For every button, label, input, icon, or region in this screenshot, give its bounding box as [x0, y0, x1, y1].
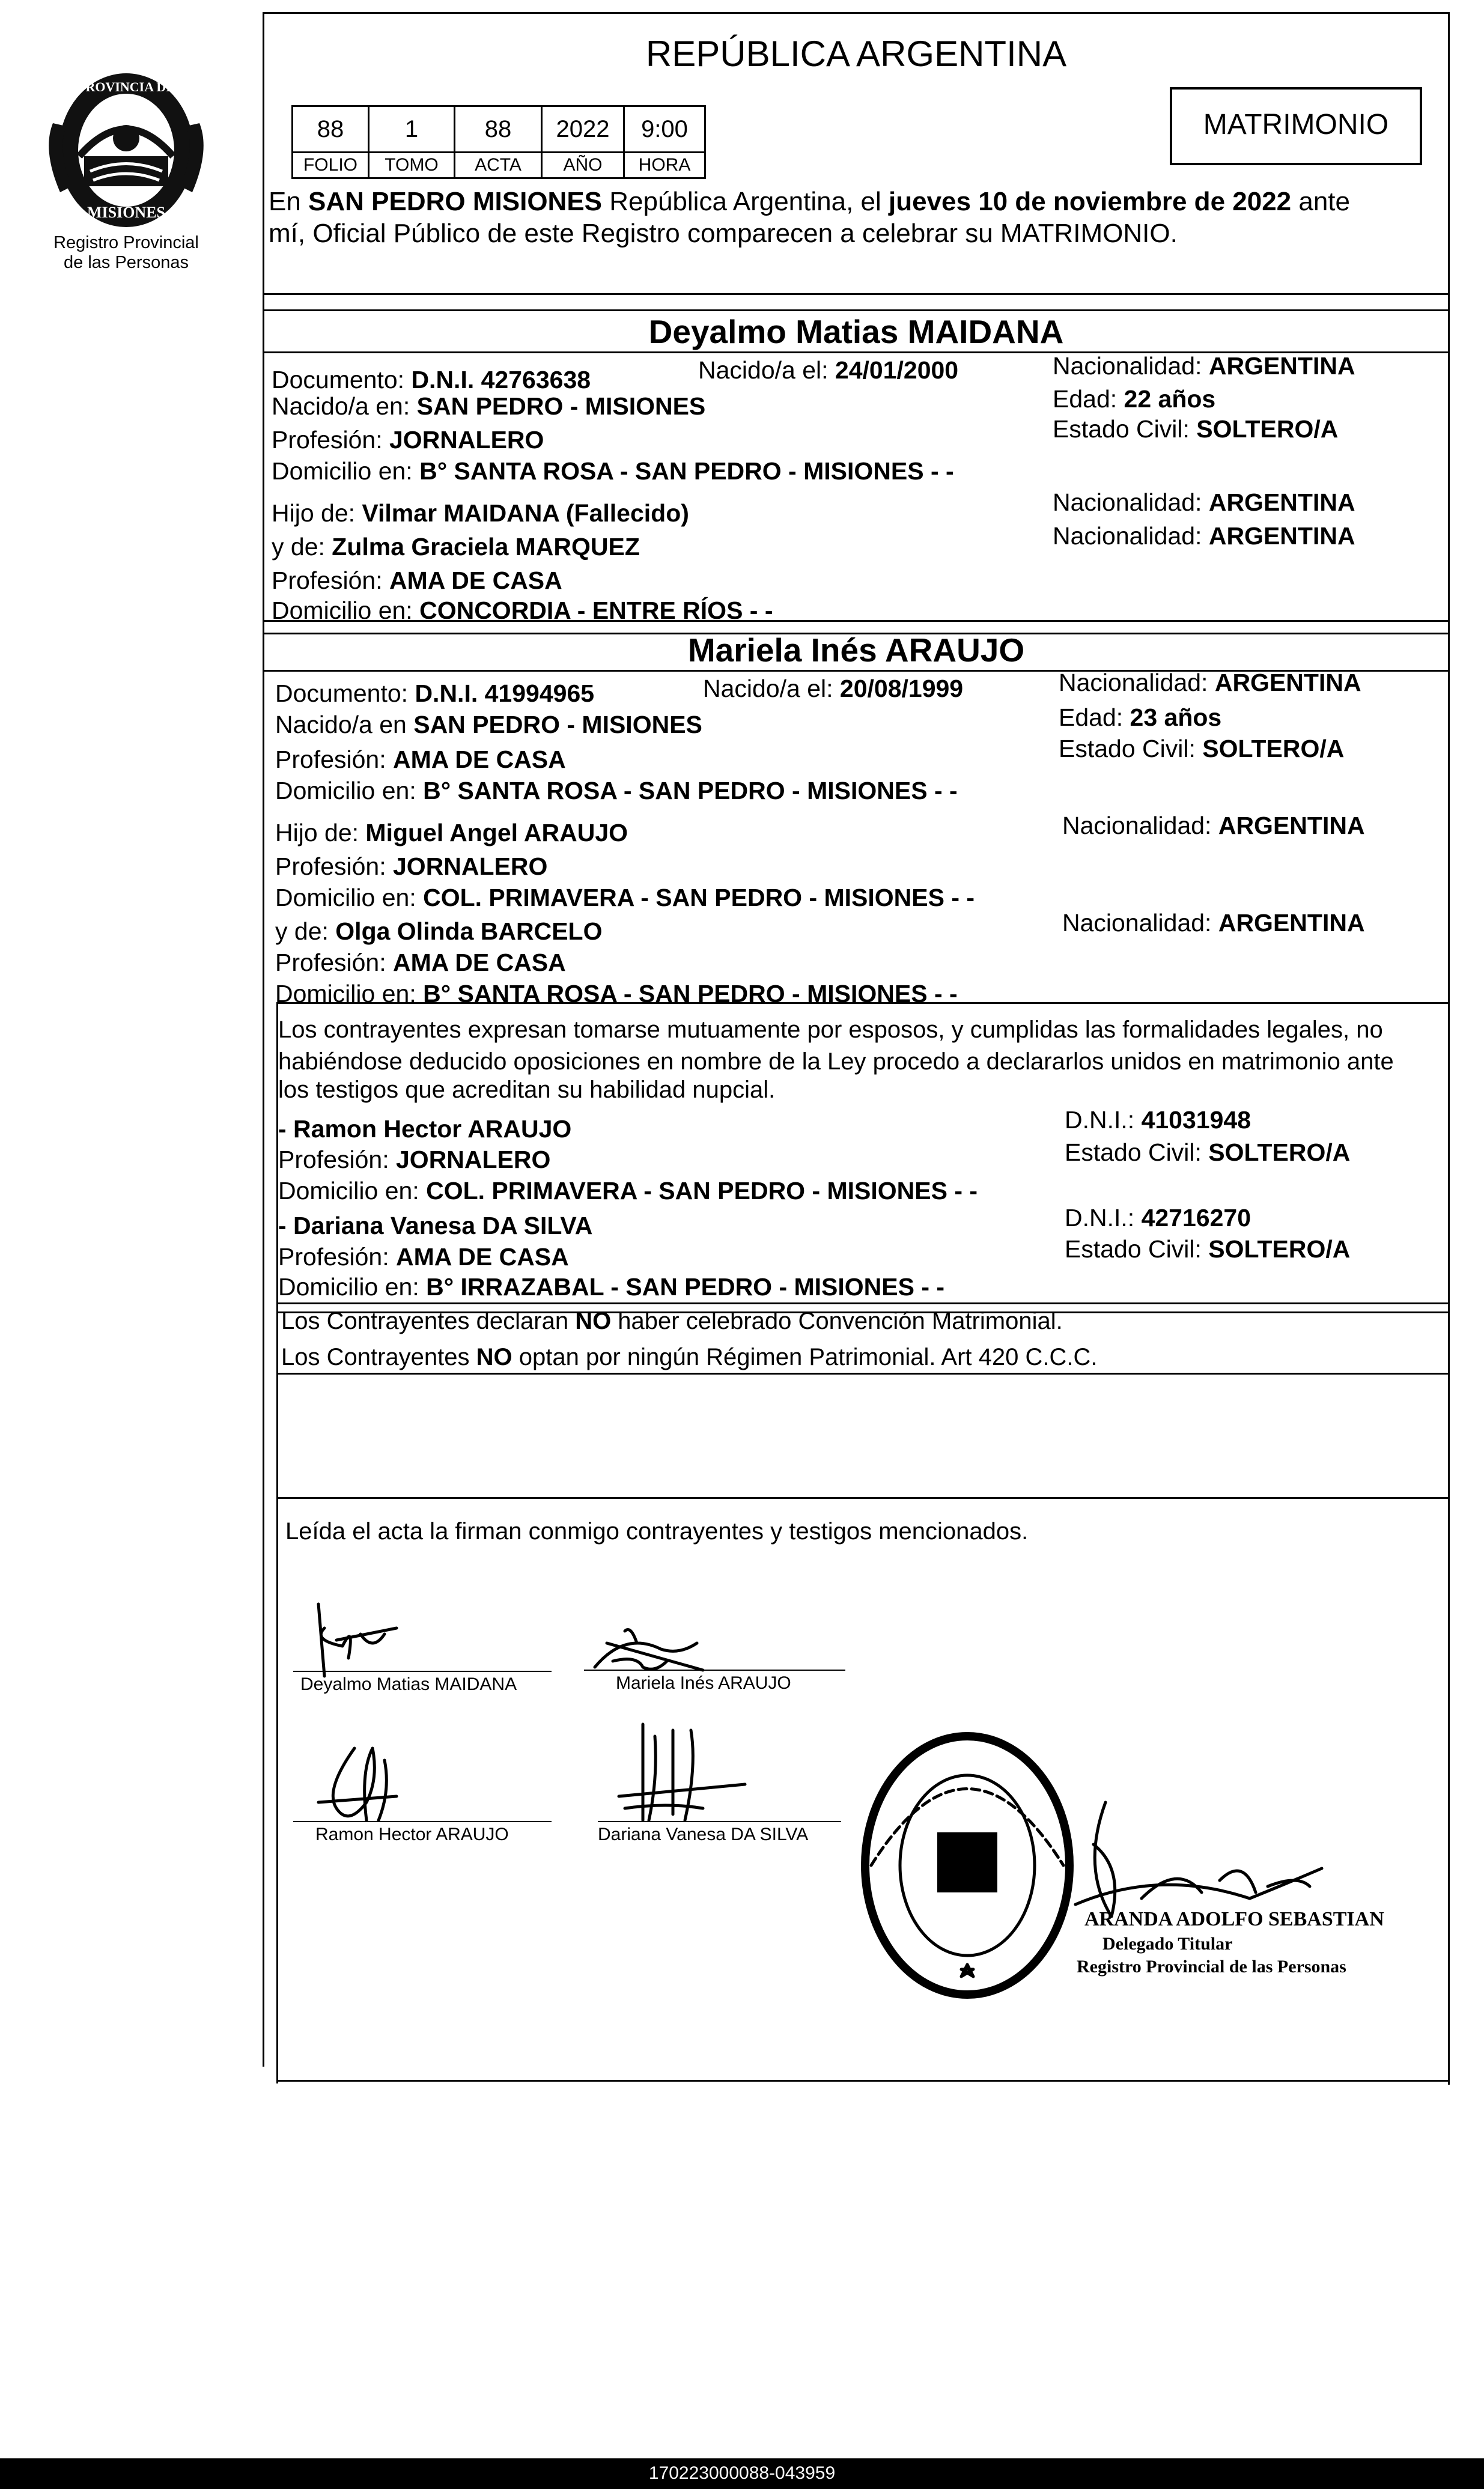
tomo-label: TOMO: [369, 153, 455, 178]
folio-label: FOLIO: [293, 153, 369, 178]
acta-value: 88: [455, 106, 542, 153]
groom-address: Domicilio en: B° SANTA ROSA - SAN PEDRO - MISIONES - -: [272, 457, 954, 485]
witness-2-dni: D.N.I.: 42716270: [1065, 1204, 1251, 1232]
registration-table: [291, 105, 706, 179]
declaration-line-2: habiéndose deducido oposiciones en nombre de la Ley procedo a declararlos unidos en matrimonio ante: [278, 1048, 1394, 1075]
witness-1-signature-line: [293, 1821, 552, 1822]
bride-nationality: Nacionalidad: ARGENTINA: [1059, 669, 1361, 696]
bride-mother: y de: Olga Olinda BARCELO: [275, 917, 603, 945]
bride-mother-profession: Profesión: AMA DE CASA: [275, 949, 566, 976]
declaration-line-3: los testigos que acreditan su habilidad nupcial.: [278, 1077, 776, 1103]
bride-father-address: Domicilio en: COL. PRIMAVERA - SAN PEDRO - MISIONES - -: [275, 884, 975, 911]
bride-mother-address: Domicilio en: B° SANTA ROSA - SAN PEDRO - MISIONES - -: [275, 980, 958, 1007]
groom-nationality: Nacionalidad: ARGENTINA: [1053, 352, 1355, 380]
bride-father-nationality: Nacionalidad: ARGENTINA: [1062, 812, 1365, 839]
bride-signature-caption: Mariela Inés ARAUJO: [616, 1673, 791, 1693]
bride-age: Edad: 23 años: [1059, 704, 1222, 731]
witness-2-signature-caption: Dariana Vanesa DA SILVA: [598, 1825, 809, 1844]
groom-parents-address: Domicilio en: CONCORDIA - ENTRE RÍOS - -: [272, 597, 773, 624]
witness-2-civil-status: Estado Civil: SOLTERO/A: [1065, 1235, 1351, 1263]
bride-father-profession: Profesión: JORNALERO: [275, 852, 548, 880]
tomo-value: 1: [369, 106, 455, 153]
bride-mother-nationality: Nacionalidad: ARGENTINA: [1062, 909, 1365, 937]
groom-father: Hijo de: Vilmar MAIDANA (Fallecido): [272, 499, 689, 527]
witness-1-signature-caption: Ramon Hector ARAUJO: [315, 1825, 509, 1844]
bride-birthplace: Nacido/a en SAN PEDRO - MISIONES: [275, 711, 702, 738]
groom-mother: y de: Zulma Graciela MARQUEZ: [272, 533, 640, 561]
intro-line-2: mí, Oficial Público de este Registro comparecen a celebrar su MATRIMONIO.: [269, 219, 1178, 248]
divider: [276, 1373, 1450, 1375]
divider: [276, 1302, 1450, 1304]
groom-birthplace: Nacido/a en: SAN PEDRO - MISIONES: [272, 392, 706, 420]
witness-2-name: - Dariana Vanesa DA SILVA: [278, 1212, 593, 1239]
bride-name-heading: Mariela Inés ARAUJO: [687, 631, 1025, 669]
svg-text:MISIONES: MISIONES: [87, 204, 166, 221]
hour-value: 9:00: [624, 106, 705, 153]
hour-label: HORA: [624, 153, 705, 178]
bride-profession: Profesión: AMA DE CASA: [275, 746, 566, 773]
groom-father-nationality: Nacionalidad: ARGENTINA: [1053, 488, 1355, 516]
registry-seal-icon: [853, 1724, 1081, 2007]
witness-1-profession: Profesión: JORNALERO: [278, 1146, 551, 1173]
province-shield-icon: [42, 66, 210, 234]
groom-parents-profession: Profesión: AMA DE CASA: [272, 567, 562, 594]
document-title: REPÚBLICA ARGENTINA: [645, 34, 1067, 74]
witness-2-signature: [607, 1718, 751, 1826]
year-label: AÑO: [542, 153, 624, 178]
groom-profession: Profesión: JORNALERO: [272, 426, 544, 454]
officer-organization: Registro Provincial de las Personas: [1077, 1957, 1346, 1977]
divider: [276, 1497, 1450, 1499]
groom-signature-caption: Deyalmo Matias MAIDANA: [300, 1674, 517, 1694]
groom-document: Documento: D.N.I. 42763638: [272, 366, 591, 394]
witness-2-signature-line: [598, 1821, 841, 1822]
frame-right: [1448, 12, 1450, 2085]
witness-1-name: - Ramon Hector ARAUJO: [278, 1115, 572, 1143]
registry-name: Registro Provincial de las Personas: [53, 233, 199, 272]
svg-text:PROVINCIA DE: PROVINCIA DE: [78, 79, 175, 94]
bride-father: Hijo de: Miguel Angel ARAUJO: [275, 819, 628, 846]
closing-statement: Leída el acta la firman conmigo contrayentes y testigos mencionados.: [285, 1518, 1029, 1545]
witness-1-dni: D.N.I.: 41031948: [1065, 1106, 1251, 1134]
acta-label: ACTA: [455, 153, 542, 178]
groom-mother-nationality: Nacionalidad: ARGENTINA: [1053, 522, 1355, 550]
bride-address: Domicilio en: B° SANTA ROSA - SAN PEDRO - MISIONES - -: [275, 777, 958, 804]
document-code: 170223000088-043959: [648, 2463, 836, 2483]
groom-age: Edad: 22 años: [1053, 385, 1216, 413]
divider: [263, 293, 1450, 295]
year-value: 2022: [542, 106, 624, 153]
witness-1-address: Domicilio en: COL. PRIMAVERA - SAN PEDRO - MISIONES - -: [278, 1177, 978, 1205]
intro-line-1: En SAN PEDRO MISIONES República Argentina, el jueves 10 de noviembre de 2022 ante: [269, 187, 1351, 216]
officer-role: Delegado Titular: [1102, 1934, 1233, 1954]
officer-name: ARANDA ADOLFO SEBASTIAN: [1084, 1908, 1384, 1930]
groom-signature-line: [293, 1671, 552, 1672]
bride-signature-line: [584, 1670, 845, 1671]
groom-birthdate: Nacido/a el: 24/01/2000: [698, 356, 959, 384]
bride-civil-status: Estado Civil: SOLTERO/A: [1059, 735, 1345, 762]
groom-signature: [300, 1586, 409, 1682]
bride-document: Documento: D.N.I. 41994965: [275, 679, 595, 707]
act-type-label: MATRIMONIO: [1203, 109, 1389, 141]
witness-1-civil-status: Estado Civil: SOLTERO/A: [1065, 1138, 1351, 1166]
bride-birthdate: Nacido/a el: 20/08/1999: [703, 675, 964, 702]
frame-bottom: [276, 2080, 1450, 2082]
groom-name-heading: Deyalmo Matias MAIDANA: [648, 313, 1064, 350]
witness-2-profession: Profesión: AMA DE CASA: [278, 1243, 569, 1271]
groom-civil-status: Estado Civil: SOLTERO/A: [1053, 415, 1339, 443]
patrimonial-regime-note: Los Contrayentes NO optan por ningún Régimen Patrimonial. Art 420 C.C.C.: [281, 1344, 1098, 1370]
declaration-line-1: Los contrayentes expresan tomarse mutuamente por esposos, y cumplidas las formalidades legales, no: [278, 1017, 1383, 1043]
witness-2-address: Domicilio en: B° IRRAZABAL - SAN PEDRO - MISIONES - -: [278, 1273, 945, 1301]
convention-note: Los Contrayentes declaran NO haber celebrado Convención Matrimonial.: [281, 1308, 1063, 1334]
folio-value: 88: [293, 106, 369, 153]
frame-top: [263, 12, 1450, 14]
witness-1-signature: [312, 1736, 403, 1832]
divider: [263, 309, 1450, 311]
